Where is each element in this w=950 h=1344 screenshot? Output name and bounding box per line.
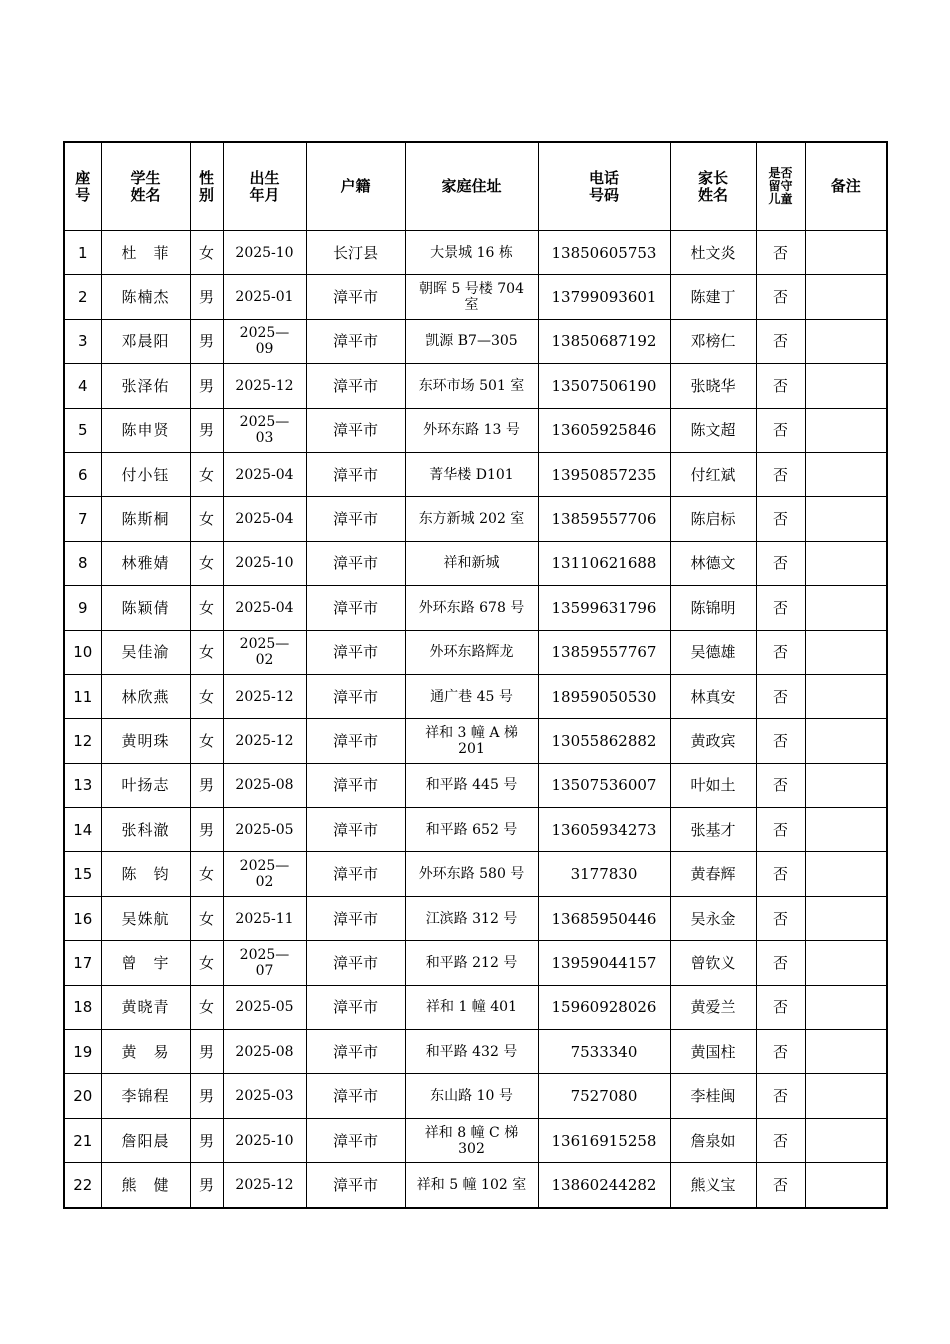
cell-gender: 女 — [190, 452, 223, 496]
cell-phone: 7527080 — [538, 1074, 670, 1118]
header-left-behind: 是否 留守 儿童 — [756, 142, 805, 231]
table-header-row — [64, 142, 887, 231]
cell-seat: 9 — [64, 586, 101, 630]
student-roster-table — [63, 141, 888, 1209]
cell-seat: 1 — [64, 231, 101, 275]
cell-gender: 男 — [190, 319, 223, 363]
cell-address: 东环市场 501 室 — [405, 364, 538, 408]
cell-gender: 男 — [190, 364, 223, 408]
cell-birth: 2025-10 — [223, 541, 306, 585]
cell-remarks — [805, 1118, 887, 1162]
cell-remarks — [805, 985, 887, 1029]
cell-left-behind: 否 — [756, 452, 805, 496]
cell-seat: 13 — [64, 763, 101, 807]
cell-address: 通广巷 45 号 — [405, 674, 538, 718]
table-row — [64, 985, 887, 1029]
cell-remarks — [805, 408, 887, 452]
cell-gender: 男 — [190, 1030, 223, 1074]
cell-hukou: 漳平市 — [306, 452, 405, 496]
cell-address: 祥和 3 幢 A 梯 201 — [405, 719, 538, 763]
cell-parent: 陈建丁 — [670, 275, 756, 319]
cell-parent: 吴永金 — [670, 896, 756, 940]
header-seat: 座 号 — [64, 142, 101, 231]
cell-seat: 22 — [64, 1163, 101, 1208]
cell-seat: 2 — [64, 275, 101, 319]
cell-left-behind: 否 — [756, 275, 805, 319]
cell-parent: 曾钦义 — [670, 941, 756, 985]
cell-hukou: 长汀县 — [306, 231, 405, 275]
cell-remarks — [805, 1074, 887, 1118]
cell-gender: 男 — [190, 275, 223, 319]
table-row — [64, 275, 887, 319]
cell-parent: 吴德雄 — [670, 630, 756, 674]
cell-seat: 15 — [64, 852, 101, 896]
table-row — [64, 364, 887, 408]
cell-name: 李锦程 — [101, 1074, 190, 1118]
table-row — [64, 1163, 887, 1208]
cell-hukou: 漳平市 — [306, 763, 405, 807]
cell-left-behind: 否 — [756, 719, 805, 763]
header-name: 学生 姓名 — [101, 142, 190, 231]
cell-address: 东方新城 202 室 — [405, 497, 538, 541]
cell-parent: 黄爱兰 — [670, 985, 756, 1029]
cell-seat: 20 — [64, 1074, 101, 1118]
cell-left-behind: 否 — [756, 674, 805, 718]
cell-name: 张科澈 — [101, 808, 190, 852]
cell-parent: 林真安 — [670, 674, 756, 718]
cell-seat: 16 — [64, 896, 101, 940]
cell-hukou: 漳平市 — [306, 1030, 405, 1074]
table-row — [64, 1118, 887, 1162]
cell-left-behind: 否 — [756, 319, 805, 363]
cell-hukou: 漳平市 — [306, 541, 405, 585]
cell-name: 陈申贤 — [101, 408, 190, 452]
table-row — [64, 674, 887, 718]
cell-parent: 张基才 — [670, 808, 756, 852]
cell-remarks — [805, 763, 887, 807]
cell-gender: 女 — [190, 586, 223, 630]
cell-phone: 13110621688 — [538, 541, 670, 585]
cell-address: 朝晖 5 号楼 704 室 — [405, 275, 538, 319]
cell-birth: 2025-05 — [223, 985, 306, 1029]
table-row — [64, 808, 887, 852]
cell-address: 江滨路 312 号 — [405, 896, 538, 940]
cell-seat: 8 — [64, 541, 101, 585]
cell-phone: 13507506190 — [538, 364, 670, 408]
cell-left-behind: 否 — [756, 1030, 805, 1074]
cell-address: 祥和 1 幢 401 — [405, 985, 538, 1029]
cell-left-behind: 否 — [756, 1163, 805, 1208]
cell-address: 和平路 212 号 — [405, 941, 538, 985]
cell-address: 凯源 B7—305 — [405, 319, 538, 363]
cell-phone: 18959050530 — [538, 674, 670, 718]
cell-address: 祥和 5 幢 102 室 — [405, 1163, 538, 1208]
cell-name: 曾 宇 — [101, 941, 190, 985]
cell-seat: 21 — [64, 1118, 101, 1162]
cell-hukou: 漳平市 — [306, 852, 405, 896]
cell-name: 杜 菲 — [101, 231, 190, 275]
cell-name: 叶扬志 — [101, 763, 190, 807]
cell-gender: 男 — [190, 1118, 223, 1162]
header-parent: 家长 姓名 — [670, 142, 756, 231]
cell-remarks — [805, 319, 887, 363]
cell-remarks — [805, 275, 887, 319]
cell-left-behind: 否 — [756, 941, 805, 985]
cell-birth: 2025-05 — [223, 808, 306, 852]
cell-name: 张泽佑 — [101, 364, 190, 408]
cell-name: 吴姝航 — [101, 896, 190, 940]
cell-hukou: 漳平市 — [306, 275, 405, 319]
cell-hukou: 漳平市 — [306, 719, 405, 763]
cell-remarks — [805, 941, 887, 985]
cell-birth: 2025-12 — [223, 364, 306, 408]
header-remarks: 备注 — [805, 142, 887, 231]
table-body — [64, 231, 887, 1208]
cell-seat: 17 — [64, 941, 101, 985]
cell-birth: 2025— 09 — [223, 319, 306, 363]
cell-address: 大景城 16 栋 — [405, 231, 538, 275]
table-row — [64, 452, 887, 496]
cell-name: 邓晨阳 — [101, 319, 190, 363]
cell-address: 外环东路 678 号 — [405, 586, 538, 630]
cell-remarks — [805, 452, 887, 496]
cell-birth: 2025-10 — [223, 1118, 306, 1162]
cell-name: 付小钰 — [101, 452, 190, 496]
cell-birth: 2025-08 — [223, 1030, 306, 1074]
cell-parent: 陈锦明 — [670, 586, 756, 630]
cell-parent: 付红斌 — [670, 452, 756, 496]
cell-hukou: 漳平市 — [306, 408, 405, 452]
cell-parent: 陈文超 — [670, 408, 756, 452]
cell-parent: 黄春辉 — [670, 852, 756, 896]
cell-address: 东山路 10 号 — [405, 1074, 538, 1118]
cell-seat: 10 — [64, 630, 101, 674]
cell-phone: 13799093601 — [538, 275, 670, 319]
cell-gender: 女 — [190, 497, 223, 541]
cell-phone: 13859557706 — [538, 497, 670, 541]
cell-left-behind: 否 — [756, 852, 805, 896]
cell-left-behind: 否 — [756, 497, 805, 541]
cell-phone: 13599631796 — [538, 586, 670, 630]
cell-birth: 2025-12 — [223, 674, 306, 718]
table-row — [64, 1074, 887, 1118]
cell-seat: 4 — [64, 364, 101, 408]
cell-gender: 男 — [190, 408, 223, 452]
cell-left-behind: 否 — [756, 586, 805, 630]
cell-address: 祥和 8 幢 C 梯 302 — [405, 1118, 538, 1162]
cell-address: 菁华楼 D101 — [405, 452, 538, 496]
cell-hukou: 漳平市 — [306, 941, 405, 985]
cell-birth: 2025-12 — [223, 719, 306, 763]
cell-seat: 11 — [64, 674, 101, 718]
cell-phone: 13507536007 — [538, 763, 670, 807]
cell-remarks — [805, 541, 887, 585]
cell-seat: 14 — [64, 808, 101, 852]
cell-name: 熊 健 — [101, 1163, 190, 1208]
cell-parent: 张晓华 — [670, 364, 756, 408]
cell-name: 詹阳晨 — [101, 1118, 190, 1162]
cell-gender: 女 — [190, 630, 223, 674]
cell-left-behind: 否 — [756, 231, 805, 275]
cell-name: 林欣燕 — [101, 674, 190, 718]
cell-gender: 女 — [190, 541, 223, 585]
cell-seat: 19 — [64, 1030, 101, 1074]
cell-phone: 7533340 — [538, 1030, 670, 1074]
cell-parent: 熊义宝 — [670, 1163, 756, 1208]
cell-hukou: 漳平市 — [306, 1118, 405, 1162]
table-row — [64, 319, 887, 363]
cell-gender: 男 — [190, 808, 223, 852]
cell-phone: 13850687192 — [538, 319, 670, 363]
cell-address: 和平路 432 号 — [405, 1030, 538, 1074]
cell-hukou: 漳平市 — [306, 319, 405, 363]
table-row — [64, 719, 887, 763]
cell-birth: 2025-04 — [223, 452, 306, 496]
cell-phone: 13055862882 — [538, 719, 670, 763]
cell-name: 黄 易 — [101, 1030, 190, 1074]
cell-address: 祥和新城 — [405, 541, 538, 585]
cell-left-behind: 否 — [756, 408, 805, 452]
cell-hukou: 漳平市 — [306, 497, 405, 541]
cell-parent: 黄政宾 — [670, 719, 756, 763]
cell-left-behind: 否 — [756, 1074, 805, 1118]
cell-birth: 2025-01 — [223, 275, 306, 319]
cell-gender: 男 — [190, 1074, 223, 1118]
cell-hukou: 漳平市 — [306, 364, 405, 408]
cell-birth: 2025-08 — [223, 763, 306, 807]
cell-gender: 女 — [190, 896, 223, 940]
cell-name: 陈颖倩 — [101, 586, 190, 630]
cell-parent: 邓榜仁 — [670, 319, 756, 363]
cell-phone: 13859557767 — [538, 630, 670, 674]
cell-address: 外环东路 13 号 — [405, 408, 538, 452]
cell-remarks — [805, 719, 887, 763]
cell-name: 陈 钧 — [101, 852, 190, 896]
cell-birth: 2025-03 — [223, 1074, 306, 1118]
table-row — [64, 1030, 887, 1074]
table-row — [64, 497, 887, 541]
cell-phone: 3177830 — [538, 852, 670, 896]
header-phone: 电话 号码 — [538, 142, 670, 231]
cell-gender: 女 — [190, 231, 223, 275]
cell-parent: 林德文 — [670, 541, 756, 585]
cell-phone: 13959044157 — [538, 941, 670, 985]
cell-phone: 13950857235 — [538, 452, 670, 496]
table-row — [64, 941, 887, 985]
cell-remarks — [805, 1030, 887, 1074]
cell-remarks — [805, 808, 887, 852]
cell-parent: 叶如土 — [670, 763, 756, 807]
cell-gender: 男 — [190, 1163, 223, 1208]
header-address: 家庭住址 — [405, 142, 538, 231]
cell-parent: 陈启标 — [670, 497, 756, 541]
cell-left-behind: 否 — [756, 364, 805, 408]
cell-seat: 6 — [64, 452, 101, 496]
header-gender: 性 别 — [190, 142, 223, 231]
cell-name: 陈楠杰 — [101, 275, 190, 319]
cell-seat: 18 — [64, 985, 101, 1029]
cell-left-behind: 否 — [756, 630, 805, 674]
cell-address: 外环东路辉龙 — [405, 630, 538, 674]
cell-phone: 13605934273 — [538, 808, 670, 852]
cell-seat: 7 — [64, 497, 101, 541]
cell-seat: 12 — [64, 719, 101, 763]
cell-phone: 13685950446 — [538, 896, 670, 940]
cell-gender: 女 — [190, 674, 223, 718]
cell-remarks — [805, 1163, 887, 1208]
cell-remarks — [805, 497, 887, 541]
cell-seat: 5 — [64, 408, 101, 452]
cell-name: 黄晓青 — [101, 985, 190, 1029]
cell-remarks — [805, 586, 887, 630]
cell-gender: 女 — [190, 941, 223, 985]
table-row — [64, 630, 887, 674]
cell-hukou: 漳平市 — [306, 586, 405, 630]
cell-birth: 2025— 03 — [223, 408, 306, 452]
cell-phone: 15960928026 — [538, 985, 670, 1029]
table-row — [64, 763, 887, 807]
table-row — [64, 852, 887, 896]
cell-parent: 黄国柱 — [670, 1030, 756, 1074]
table-row — [64, 541, 887, 585]
cell-name: 吴佳渝 — [101, 630, 190, 674]
cell-left-behind: 否 — [756, 985, 805, 1029]
cell-phone: 13860244282 — [538, 1163, 670, 1208]
cell-left-behind: 否 — [756, 763, 805, 807]
cell-birth: 2025-04 — [223, 497, 306, 541]
cell-name: 林雅婧 — [101, 541, 190, 585]
cell-left-behind: 否 — [756, 896, 805, 940]
cell-gender: 女 — [190, 985, 223, 1029]
cell-name: 黄明珠 — [101, 719, 190, 763]
cell-remarks — [805, 852, 887, 896]
cell-parent: 詹泉如 — [670, 1118, 756, 1162]
cell-birth: 2025— 02 — [223, 630, 306, 674]
cell-hukou: 漳平市 — [306, 674, 405, 718]
cell-parent: 杜文炎 — [670, 231, 756, 275]
cell-phone: 13850605753 — [538, 231, 670, 275]
cell-left-behind: 否 — [756, 808, 805, 852]
cell-remarks — [805, 896, 887, 940]
cell-birth: 2025— 02 — [223, 852, 306, 896]
cell-gender: 男 — [190, 763, 223, 807]
table-row — [64, 408, 887, 452]
cell-gender: 女 — [190, 852, 223, 896]
cell-remarks — [805, 364, 887, 408]
cell-left-behind: 否 — [756, 1118, 805, 1162]
table-row — [64, 896, 887, 940]
cell-hukou: 漳平市 — [306, 985, 405, 1029]
cell-birth: 2025-10 — [223, 231, 306, 275]
cell-remarks — [805, 630, 887, 674]
cell-phone: 13605925846 — [538, 408, 670, 452]
header-hukou: 户籍 — [306, 142, 405, 231]
cell-name: 陈斯桐 — [101, 497, 190, 541]
table-row — [64, 231, 887, 275]
cell-birth: 2025-04 — [223, 586, 306, 630]
cell-hukou: 漳平市 — [306, 630, 405, 674]
cell-remarks — [805, 231, 887, 275]
cell-address: 外环东路 580 号 — [405, 852, 538, 896]
cell-parent: 李桂闽 — [670, 1074, 756, 1118]
cell-left-behind: 否 — [756, 541, 805, 585]
cell-seat: 3 — [64, 319, 101, 363]
cell-remarks — [805, 674, 887, 718]
cell-birth: 2025-12 — [223, 1163, 306, 1208]
cell-hukou: 漳平市 — [306, 1163, 405, 1208]
cell-birth: 2025-11 — [223, 896, 306, 940]
cell-hukou: 漳平市 — [306, 896, 405, 940]
cell-gender: 女 — [190, 719, 223, 763]
cell-birth: 2025— 07 — [223, 941, 306, 985]
cell-address: 和平路 445 号 — [405, 763, 538, 807]
cell-address: 和平路 652 号 — [405, 808, 538, 852]
table-row — [64, 586, 887, 630]
cell-hukou: 漳平市 — [306, 1074, 405, 1118]
cell-hukou: 漳平市 — [306, 808, 405, 852]
cell-phone: 13616915258 — [538, 1118, 670, 1162]
header-birth: 出生 年月 — [223, 142, 306, 231]
